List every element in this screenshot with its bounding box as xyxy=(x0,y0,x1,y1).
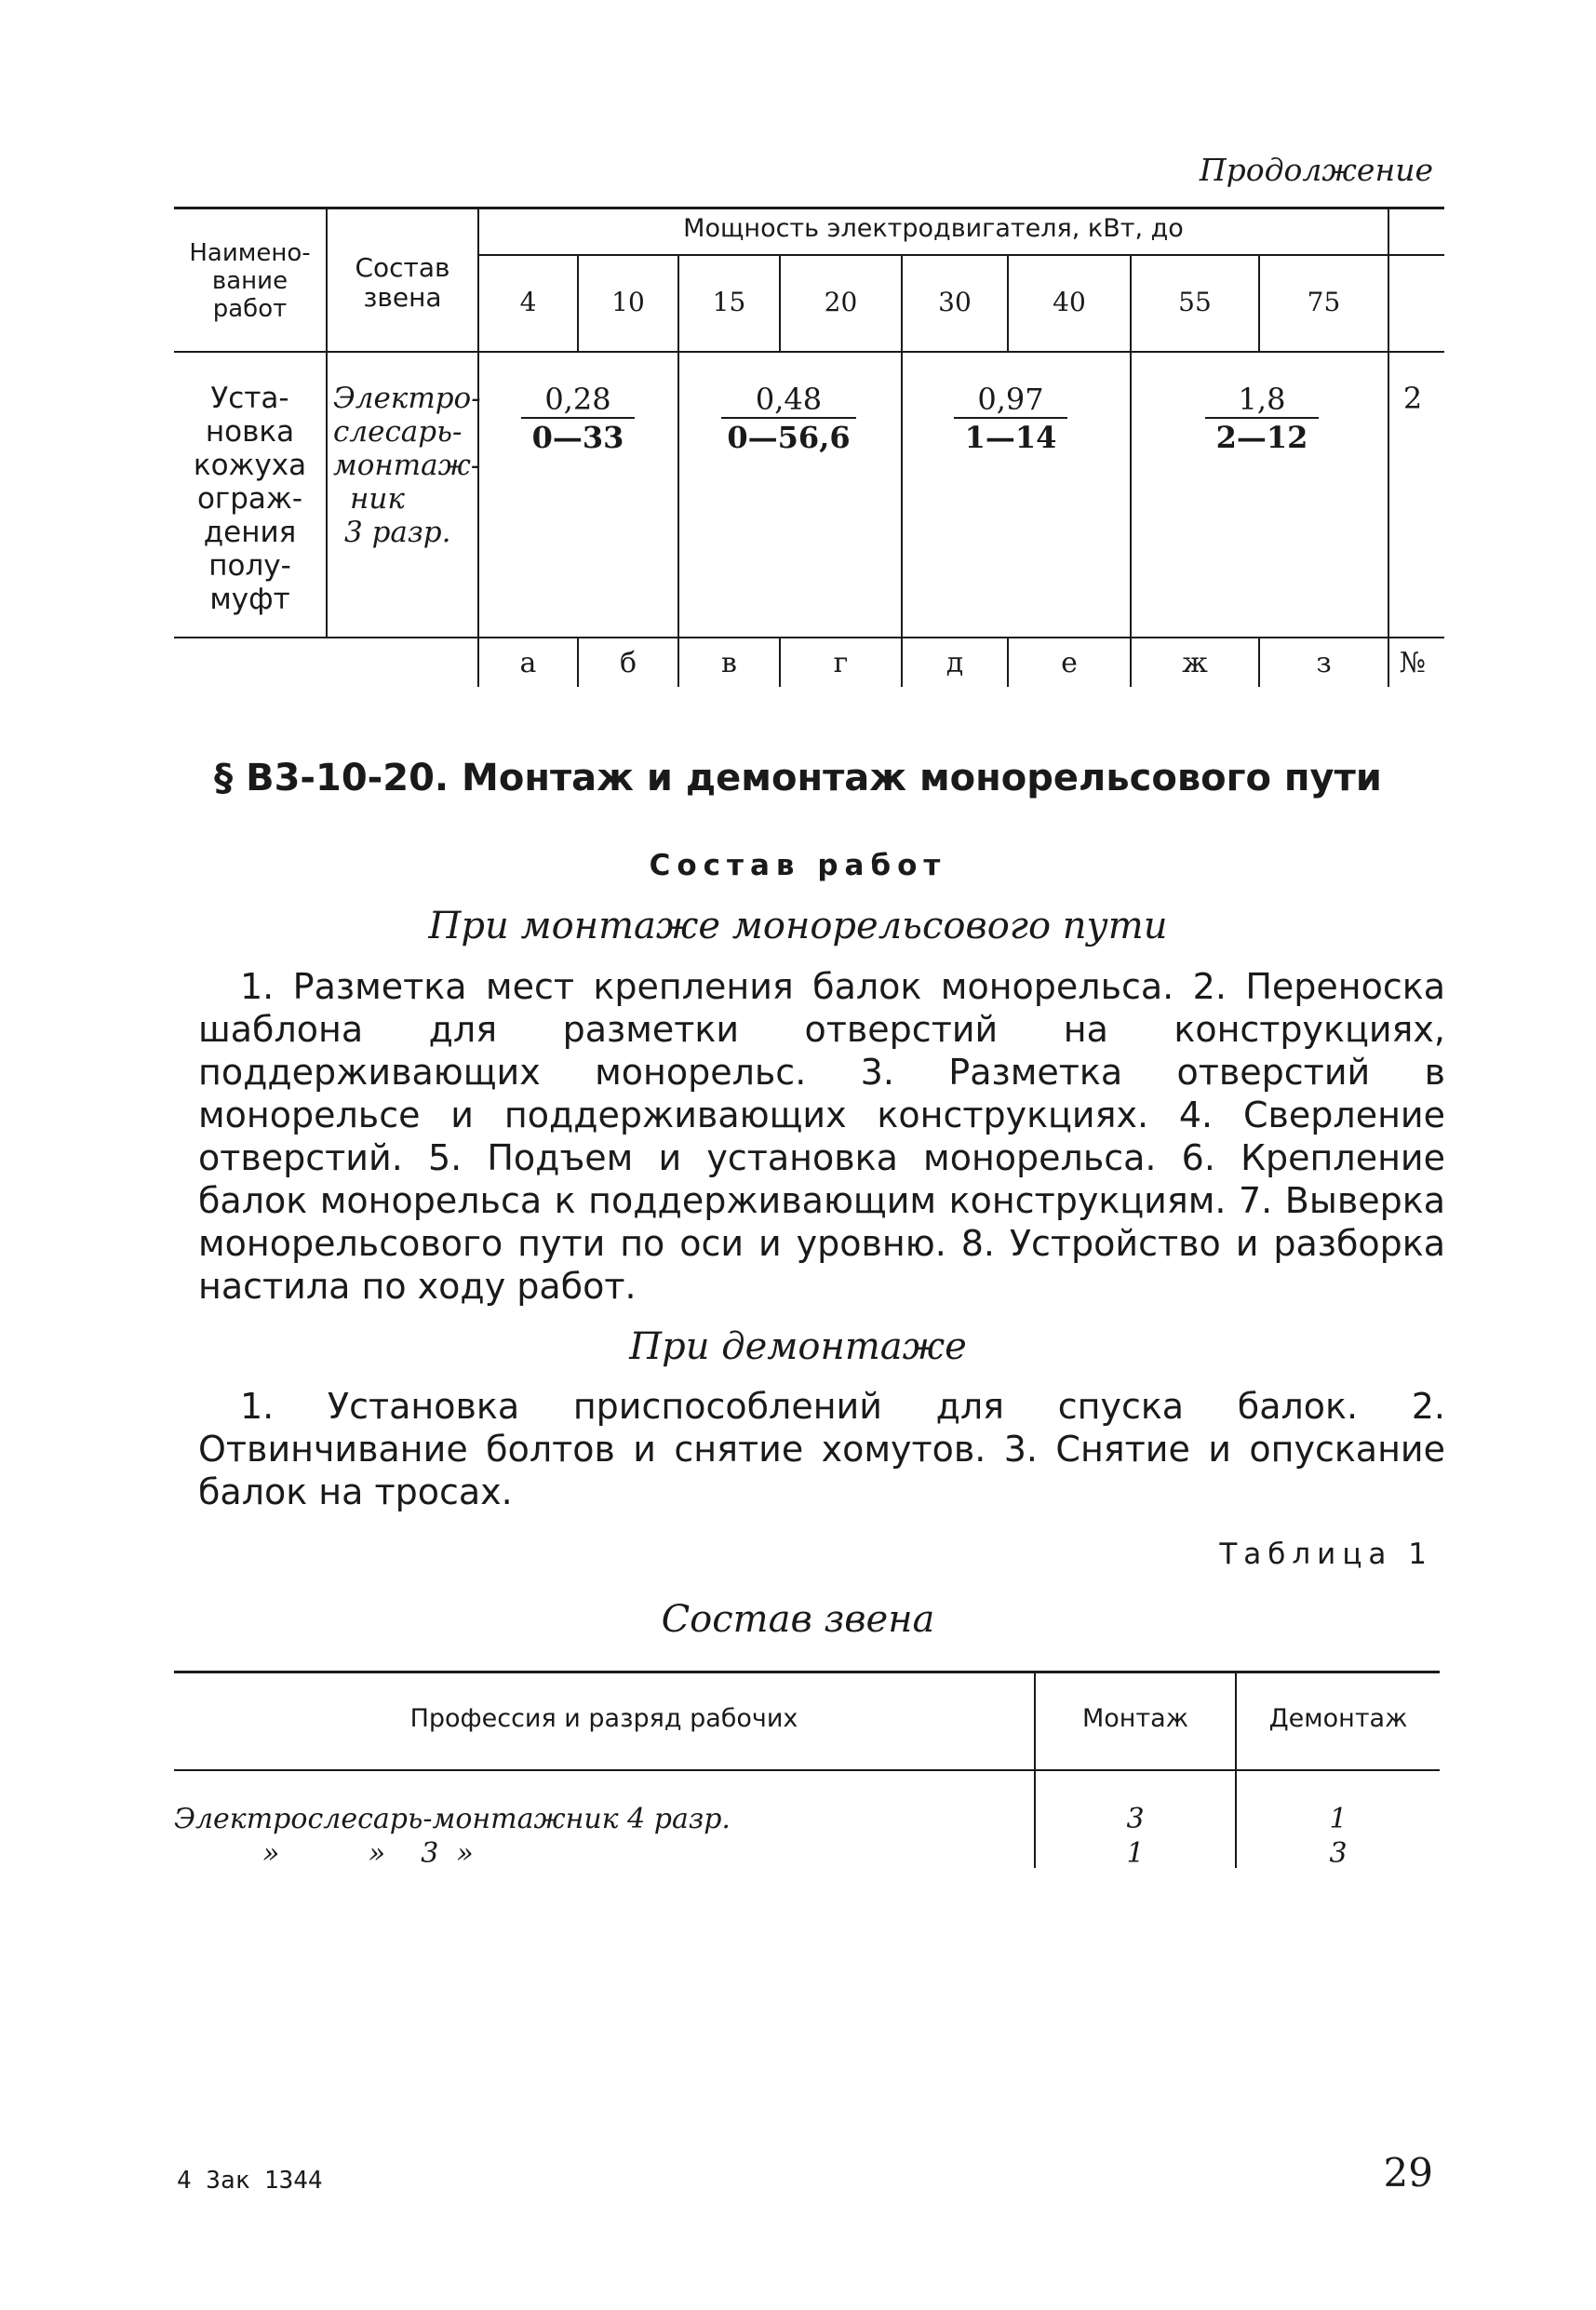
mount-cell: 1 xyxy=(1126,1837,1145,1870)
power-value: 4 xyxy=(519,287,537,317)
crew-table xyxy=(174,1671,1440,1875)
column-letter: ж xyxy=(1182,647,1208,679)
power-value: 55 xyxy=(1178,287,1212,317)
work-name: Уста- новка кожуха ограж- дения полу- муфт xyxy=(193,382,307,616)
dismount-cell: 3 xyxy=(1329,1837,1348,1870)
column-letter: з xyxy=(1316,647,1332,679)
power-value: 10 xyxy=(611,287,645,317)
col-header-name: Наимено- вание работ xyxy=(189,239,311,323)
mount-text: 1. Разметка мест крепления балок монорельса. 2. Переноска шаблона для разметки отверстий на конструкциях, поддерживающих монорельс. 3. Разметка отверстий в монорельсе и поддерживающих конструкциях. 4. Сверление отверстий. 5. Подъем и установка монорельса. 6. Крепление балок монорельса к поддерживающим конструкциям. 7. Выверка монорельсового пути по оси и уровню. 8. Устройство и разборка настила по ходу работ. xyxy=(198,966,1445,1307)
column-letter: г xyxy=(833,647,849,679)
column-letter: в xyxy=(721,647,737,679)
dismount-heading: При демонтаже xyxy=(629,1325,967,1368)
dismount-text: 1. Установка приспособлений для спуска балок. 2. Отвинчивание болтов и снятие хомутов. 3. Снятие и опускание балок на тросах. xyxy=(198,1386,1445,1512)
norm-value: $\frac{0,48}{0—56,6}$ xyxy=(721,382,856,456)
crew-composition: Электро- слесарь- монтаж- ник 3 разр. xyxy=(333,382,481,549)
norm-value: $\frac{0,97}{1—14}$ xyxy=(954,382,1067,456)
power-value: 20 xyxy=(824,287,858,317)
composition-heading: Состав работ xyxy=(649,849,947,882)
column-letter: а xyxy=(519,647,537,679)
table-row xyxy=(174,1838,1440,1875)
header-dismount: Демонтаж xyxy=(1268,1704,1408,1733)
norm-value: $\frac{0,28}{0—33}$ xyxy=(521,382,635,456)
power-value: 30 xyxy=(938,287,972,317)
power-value: 40 xyxy=(1053,287,1086,317)
page-number: 29 xyxy=(1383,2150,1433,2196)
section-title: § В3-10-20. Монтаж и демонтаж монорельсового пути xyxy=(214,757,1382,799)
mount-cell: 3 xyxy=(1126,1803,1145,1835)
header-mount: Монтаж xyxy=(1081,1704,1189,1733)
power-value: 75 xyxy=(1307,287,1341,317)
table-row xyxy=(174,1804,1440,1841)
table-caption: Состав звена xyxy=(661,1598,935,1641)
profession-cell: Электрослесарь-монтажник 4 разр. xyxy=(174,1803,731,1835)
header-profession: Профессия и разряд рабочих xyxy=(409,1704,798,1733)
continuation-label: Продолжение xyxy=(1199,152,1433,188)
profession-cell: » » 3 » xyxy=(262,1837,474,1870)
dismount-cell: 1 xyxy=(1329,1803,1348,1835)
table-label: Таблица 1 xyxy=(1219,1538,1433,1571)
column-letter: е xyxy=(1061,647,1078,679)
norm-value: $\frac{1,8}{2—12}$ xyxy=(1205,382,1319,456)
row-number: 2 xyxy=(1402,381,1423,416)
col-header-crew: Состав звена xyxy=(355,252,450,314)
continuation-table xyxy=(0,0,1596,707)
order-number: 4 Зак 1344 xyxy=(177,2167,323,2195)
column-letter: д xyxy=(946,647,964,679)
power-value: 15 xyxy=(712,287,746,317)
power-header: Мощность электродвигателя, кВт, до xyxy=(683,214,1184,243)
mount-heading: При монтаже монорельсового пути xyxy=(428,905,1168,947)
column-number-sign: № xyxy=(1399,647,1427,679)
column-letter: б xyxy=(619,647,637,679)
